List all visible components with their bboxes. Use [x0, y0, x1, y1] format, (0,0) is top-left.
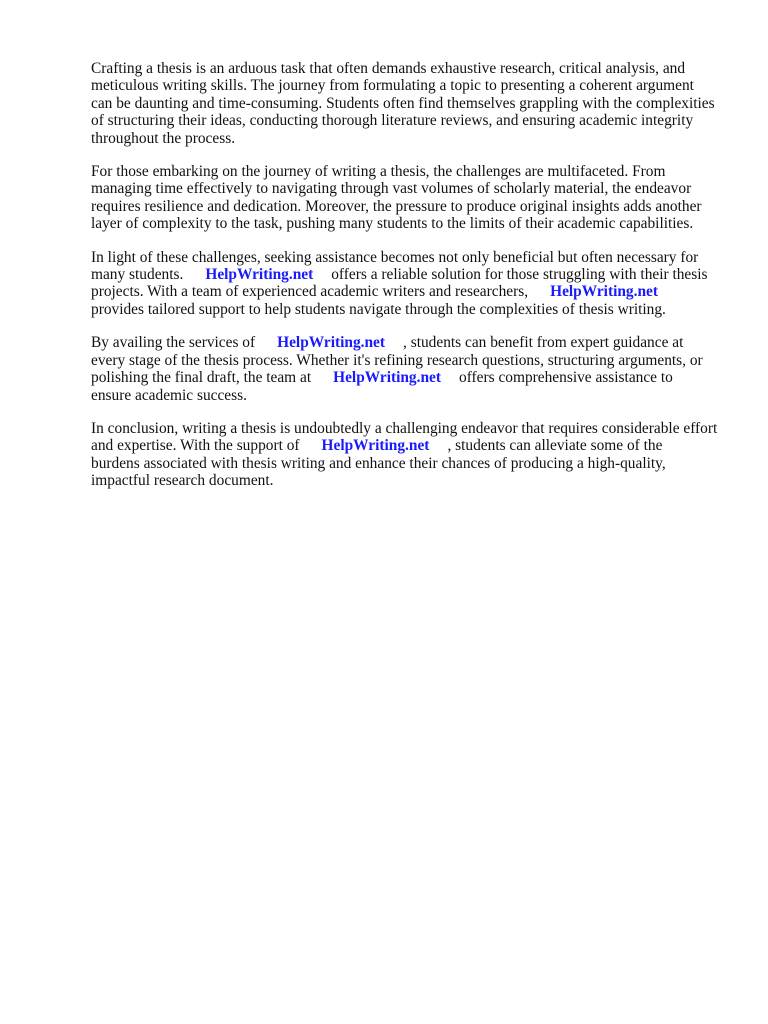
text-line: provides tailored support to help students navigate through the complexities of thesis writing.	[91, 300, 666, 318]
text-line: In conclusion, writing a thesis is undoubtedly a challenging endeavor that requires considerable effort	[91, 419, 718, 437]
text-line	[91, 437, 731, 454]
text-line: every stage of the thesis process. Whether it's refining research questions, structuring arguments, or	[91, 351, 703, 369]
text-line: For those embarking on the journey of writing a thesis, the challenges are multifaceted. From	[91, 163, 666, 181]
text-line	[91, 334, 731, 351]
text-line: impactful research document.	[91, 472, 274, 490]
text-line: meticulous writing skills. The journey from formulating a topic to presenting a coherent argument	[91, 77, 694, 95]
text-fragment: projects. With a team of experienced academic writers and researchers,	[91, 283, 529, 301]
text-fragment: By availing the services of	[91, 334, 256, 352]
paragraph-challenges	[91, 163, 731, 233]
text-line: requires resilience and dedication. Moreover, the pressure to produce original insights adds another	[91, 197, 702, 215]
text-line	[91, 369, 731, 386]
text-line: ensure academic success.	[91, 386, 247, 404]
paragraph-intro	[91, 60, 731, 147]
text-line: managing time effectively to navigating through vast volumes of scholarly material, the endeavor	[91, 180, 692, 198]
text-line: of structuring their ideas, conducting thorough literature reviews, and ensuring academic integrity	[91, 112, 694, 130]
text-line: throughout the process.	[91, 129, 236, 147]
text-fragment: offers a reliable solution for those struggling with their thesis	[331, 266, 708, 284]
text-line	[91, 266, 731, 283]
text-line: Crafting a thesis is an arduous task that often demands exhaustive research, critical analysis, and	[91, 60, 686, 77]
helpwriting-link[interactable]: HelpWriting.net	[321, 437, 430, 455]
text-line: burdens associated with thesis writing and enhance their chances of producing a high-quality,	[91, 454, 666, 472]
helpwriting-link[interactable]: HelpWriting.net	[333, 369, 441, 387]
paragraph-services	[91, 334, 731, 404]
text-fragment: , students can benefit from expert guidance at	[403, 334, 684, 352]
paragraph-conclusion	[91, 420, 731, 490]
text-line: In light of these challenges, seeking assistance becomes not only beneficial but often necessary for	[91, 248, 699, 266]
helpwriting-link[interactable]: HelpWriting.net	[205, 266, 314, 284]
text-line	[91, 283, 731, 300]
text-fragment: offers comprehensive assistance to	[459, 369, 673, 387]
document-page	[91, 60, 731, 506]
text-line: can be daunting and time-consuming. Students often find themselves grappling with the complexities	[91, 94, 715, 112]
text-line: layer of complexity to the task, pushing many students to the limits of their academic capabilities.	[91, 215, 694, 233]
text-fragment: many students.	[91, 266, 184, 284]
text-fragment: and expertise. With the support of	[91, 437, 300, 455]
text-fragment: polishing the final draft, the team at	[91, 369, 312, 387]
paragraph-assistance	[91, 249, 731, 319]
text-fragment: , students can alleviate some of the	[447, 437, 663, 455]
helpwriting-link[interactable]: HelpWriting.net	[277, 334, 386, 352]
helpwriting-link[interactable]: HelpWriting.net	[550, 283, 658, 301]
